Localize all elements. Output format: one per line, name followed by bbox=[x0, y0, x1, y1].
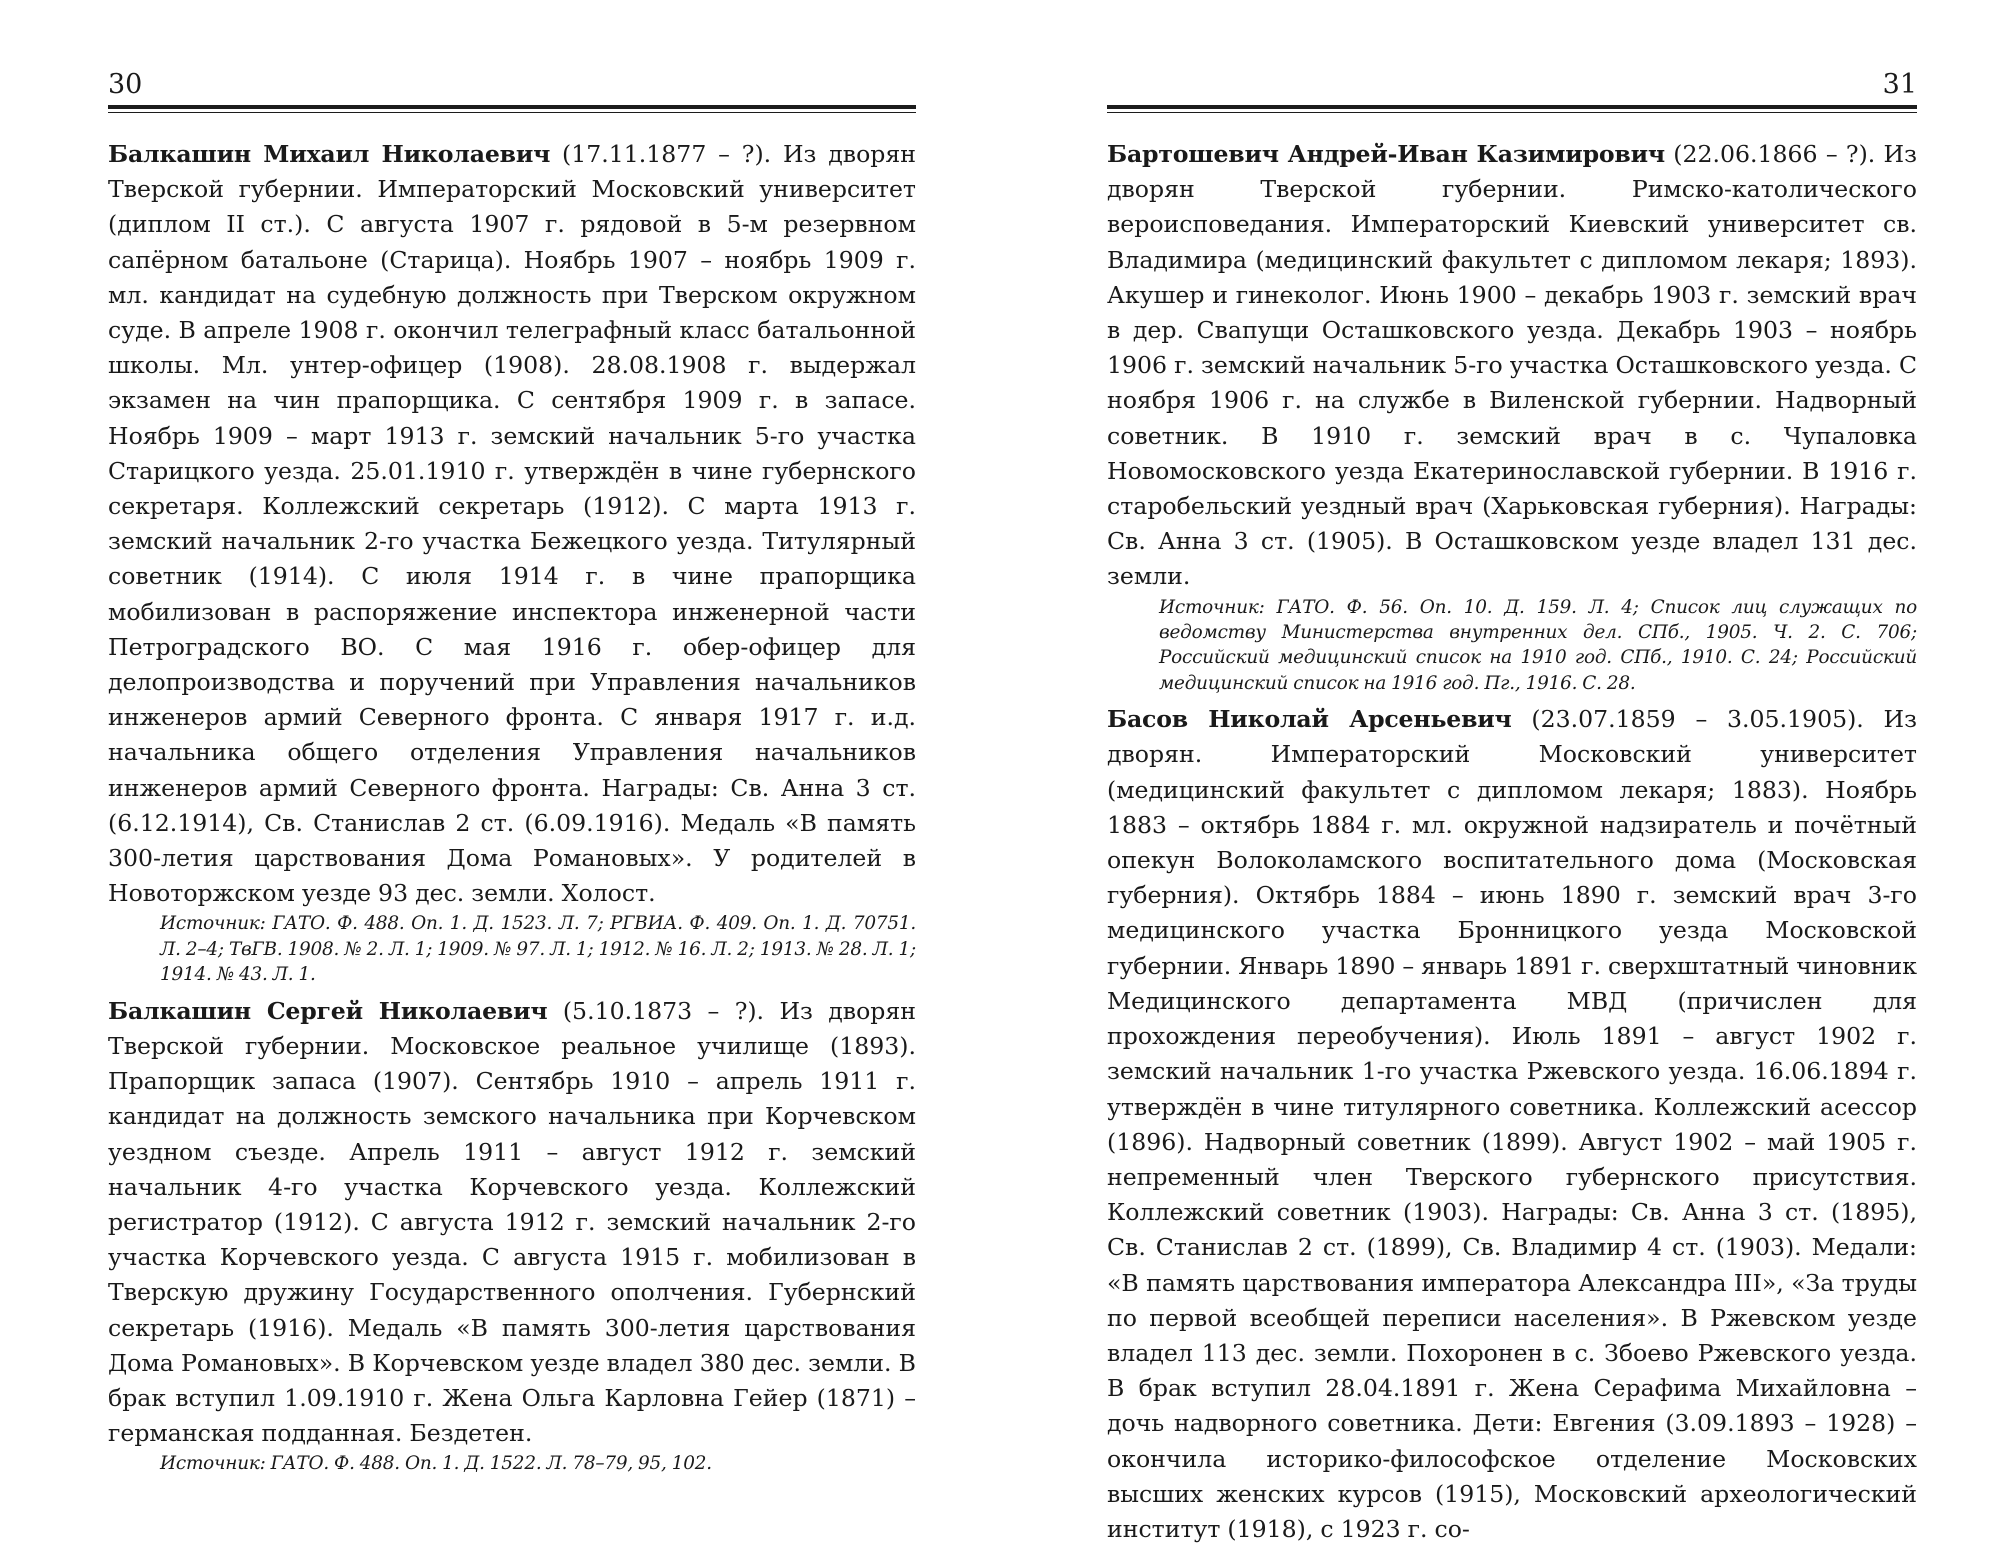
entry-text: (5.10.1873 – ?). Из дворян Тверской губернии. Московское реальное училище (1893). Прапорщик запаса (1907). Сентябрь 1910 – апрель 1911 г. кандидат на должность земского начальника при Корчевском уездном съезде. Апрель 1911 – август 1912 г. земский начальник 4-го участка Корчевского уезда. Коллежский регистратор (1912). С августа 1912 г. земский начальник 2-го участка Корчевского уезда. С августа 1915 г. мобилизован в Тверскую дружину Государственного ополчения. Губернский секретарь (1916). Медаль «В память 300-летия царствования Дома Романовых». В Корчевском уезде владел 380 дес. земли. В брак вступил 1.09.1910 г. Жена Ольга Карловна Гейер (1871) – германская подданная. Бездетен. bbox=[108, 996, 917, 1448]
entry-bartoshevich bbox=[1107, 137, 1917, 595]
entry-name: Бартошевич Андрей-Иван Казимирович bbox=[1107, 140, 1665, 168]
entry-name: Балкашин Сергей Николаевич bbox=[108, 996, 548, 1025]
entry-balkashin-mikhail bbox=[108, 137, 916, 911]
entry-name: Балкашин Михаил Николаевич bbox=[108, 140, 551, 168]
entry-name: Басов Николай Арсеньевич bbox=[1107, 705, 1512, 734]
entry-text: (23.07.1859 – 3.05.1905). Из дворян. Императорский Московский университет (медицинский факультет с дипломом лекаря; 1883). Ноябрь 1883 – октябрь 1884 г. мл. окружной надзиратель и почётный опекун Волоколамского воспитательного дома (Московская губерния). Октябрь 1884 – июнь 1890 г. земский врач 3-го медицинского участка Бронницкого уезда Московской губернии. Январь 1890 – январь 1891 г. сверхштатный чиновник Медицинского департамента МВД (причислен для прохождения переобучения). Июль 1891 – август 1902 г. земский начальник 1-го участка Ржевского уезда. 16.06.1894 г. утверждён в чине титулярного советника. Коллежский асессор (1896). Надворный советник (1899). Август 1902 – май 1905 г. непременный член Тверского губернского присутствия. Коллежский советник (1903). Награды: Св. Анна 3 ст. (1895), Св. Станислав 2 ст. (1899), Св. Владимир 4 ст. (1903). Медали: «В память царствования императора Александра III», «За труды по первой всеобщей переписи населения». В Ржевском уезде владел 113 дес. земли. Похоронен в с. Збоево Ржевского уезда. В брак вступил 28.04.1891 г. Жена Серафима Михайловна – дочь надворного советника. Дети: Евгения (3.09.1893 – 1928) – окончила историко-философское отделение Московских высших женских курсов (1915), Московский археологический институт (1918), с 1923 г. со- bbox=[1107, 705, 1917, 1543]
page-number: 30 bbox=[108, 69, 143, 100]
entry-balkashin-sergey bbox=[108, 994, 916, 1452]
header-rule bbox=[1107, 105, 1917, 109]
page-body bbox=[1107, 137, 1917, 1547]
header-rule bbox=[108, 105, 916, 109]
entry-basov bbox=[1107, 702, 1917, 1547]
page-number: 31 bbox=[1882, 69, 1917, 100]
entry-text: (22.06.1866 – ?). Из дворян Тверской губернии. Римско-католического вероисповедания. Императорский Киевский университет св. Владимира (медицинский факультет с дипломом лекаря; 1893). Акушер и гинеколог. Июнь 1900 – декабрь 1903 г. земский врач в дер. Свапущи Осташковского уезда. Декабрь 1903 – ноябрь 1906 г. земский начальник 5-го участка Осташковского уезда. С ноября 1906 г. на службе в Виленской губернии. Надворный советник. В 1910 г. земский врач в с. Чупаловка Новомосковского уезда Екатеринославской губернии. В 1916 г. старобельский уездный врач (Харьковская губерния). Награды: Св. Анна 3 ст. (1905). В Осташковском уезде владел 131 дес. земли. bbox=[1107, 140, 1917, 591]
page-body bbox=[108, 137, 916, 1483]
entry-source: Источник: ГАТО. Ф. 56. Оп. 10. Д. 159. Л. 4; Список лиц служащих по ведомству Министерства внутренних дел. СПб., 1905. Ч. 2. С. 706; Российский медицинский список на 1910 год. СПб., 1910. С. 24; Российский медицинский список на 1916 год. Пг., 1916. С. 28. bbox=[1159, 596, 1917, 694]
entry-source: Источник: ГАТО. Ф. 488. Оп. 1. Д. 1522. Л. 78–79, 95, 102. bbox=[160, 1453, 712, 1475]
entry-text: (17.11.1877 – ?). Из дворян Тверской губернии. Императорский Московский университет (диплом II ст.). С августа 1907 г. рядовой в 5-м резервном сапёрном батальоне (Старица). Ноябрь 1907 – ноябрь 1909 г. мл. кандидат на судебную должность при Тверском окружном суде. В апреле 1908 г. окончил телеграфный класс батальонной школы. Мл. унтер-офицер (1908). 28.08.1908 г. выдержал экзамен на чин прапорщика. С сентября 1909 г. в запасе. Ноябрь 1909 – март 1913 г. земский начальник 5-го участка Старицкого уезда. 25.01.1910 г. утверждён в чине губернского секретаря. Коллежский секретарь (1912). С марта 1913 г. земский начальник 2-го участка Бежецкого уезда. Титулярный советник (1914). С июля 1914 г. в чине прапорщика мобилизован в распоряжение инспектора инженерной части Петроградского ВО. С мая 1916 г. обер-офицер для делопроизводства и поручений при Управления начальников инженеров армий Северного фронта. С января 1917 г. и.д. начальника общего отделения Управления начальников инженеров армий Северного фронта. Награды: Св. Анна 3 ст. (6.12.1914), Св. Станислав 2 ст. (6.09.1916). Медаль «В память 300-летия царствования Дома Романовых». У родителей в Новоторжском уезде 93 дес. земли. Холост. bbox=[108, 140, 916, 908]
entry-source: Источник: ГАТО. Ф. 488. Оп. 1. Д. 1523. Л. 7; РГВИА. Ф. 409. Оп. 1. Д. 70751. Л. 2–4; ТвГВ. 1908. № 2. Л. 1; 1909. № 97. Л. 1; 1912. № 16. Л. 2; 1913. № 28. Л. 1; 1914. № 43. Л. 1. bbox=[160, 913, 916, 986]
